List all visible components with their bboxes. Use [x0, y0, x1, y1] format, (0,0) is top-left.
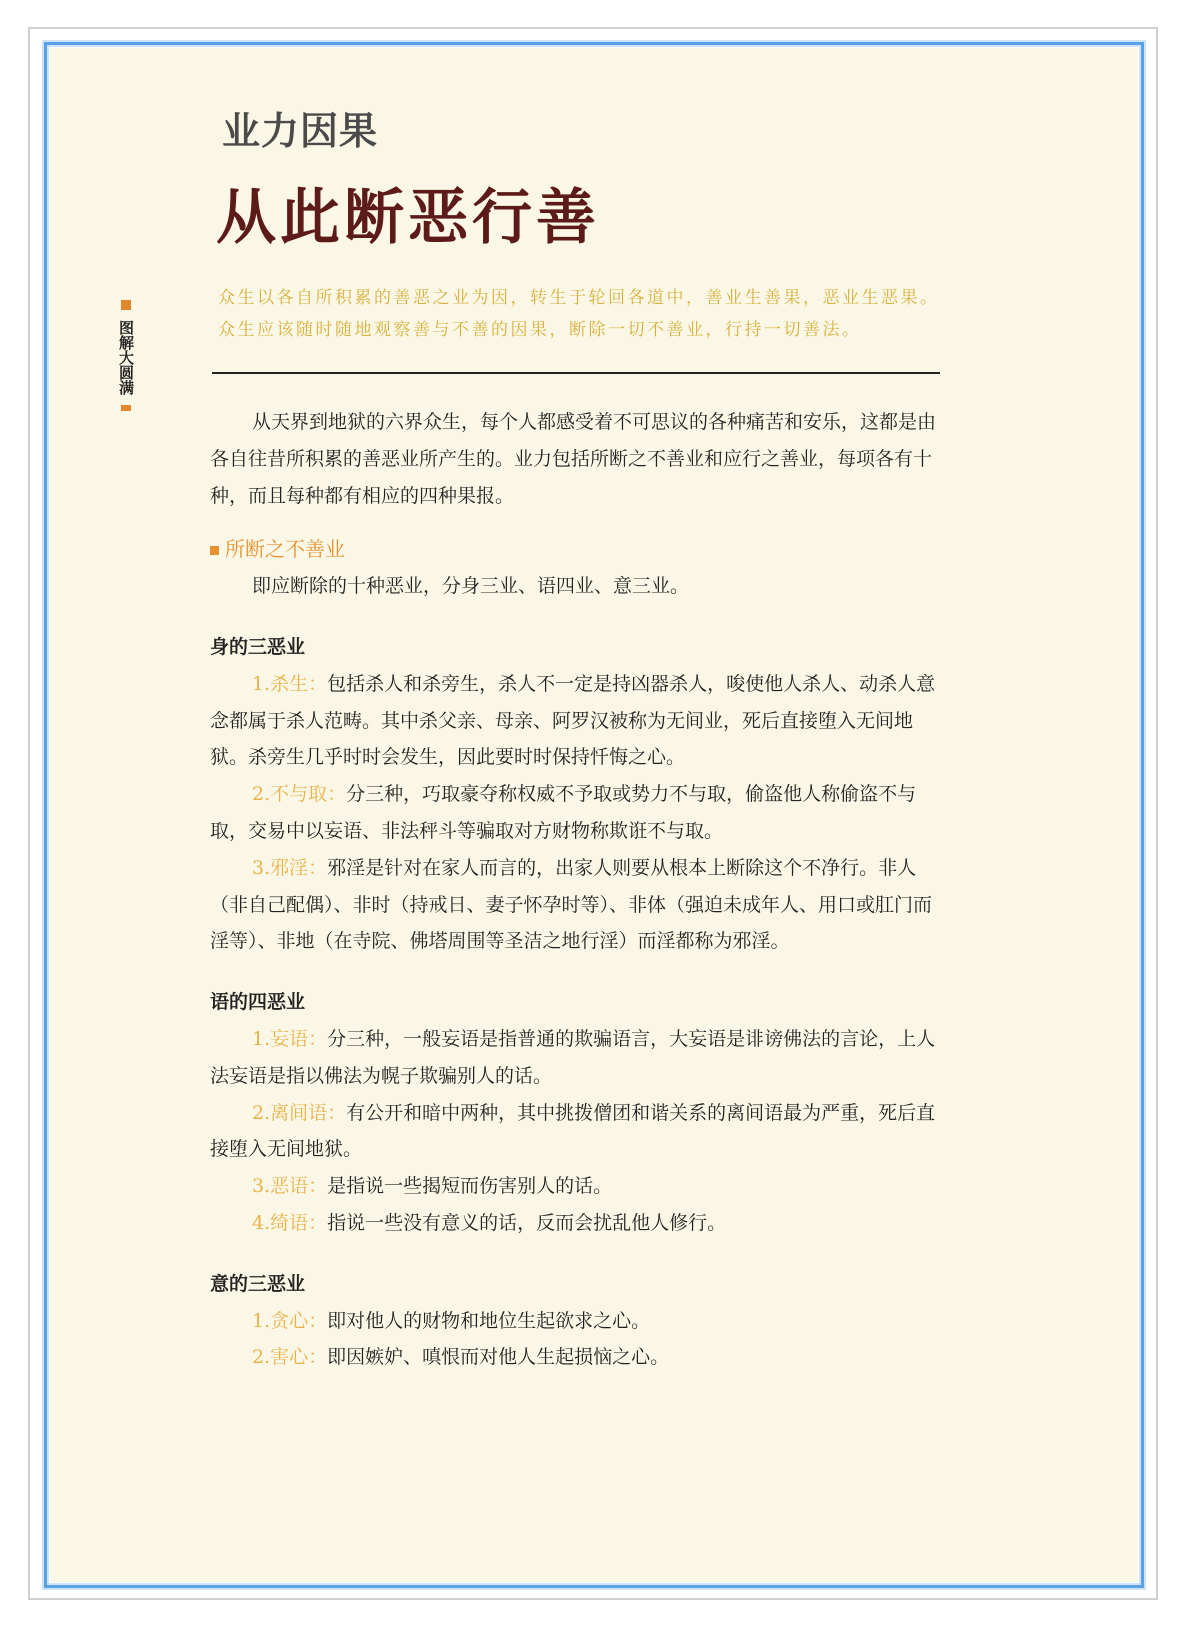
group-title: 身的三恶业 — [210, 635, 306, 658]
group-title: 意的三恶业 — [210, 1272, 306, 1295]
list-item — [210, 1021, 945, 1095]
item-text: 分三种，一般妄语是指普通的欺骗语言，大妄语是诽谤佛法的言论，上人法妄语是指以佛法为幌子欺骗别人的话。 — [210, 1027, 936, 1087]
item-term: 3.恶语： — [252, 1175, 328, 1198]
side-tab-text: 图解大圆满 — [117, 320, 135, 395]
list-item — [210, 776, 945, 850]
list-item — [210, 1205, 945, 1242]
section-label: 业力因果 — [222, 109, 379, 153]
item-text: 邪淫是针对在家人而言的，出家人则要从根本上断除这个不净行。非人（非自己配偶）、非时（持戒日、妻子怀孕时等）、非体（强迫未成年人、用口或肛门而淫等）、非地（在寺院、佛塔周围等圣洁之地行淫）而淫都称为邪淫。 — [210, 856, 933, 953]
item-text: 指说一些没有意义的话，反而会扰乱他人修行。 — [327, 1211, 727, 1234]
item-text: 包括杀人和杀旁生，杀人不一定是持凶器杀人，唆使他人杀人、动杀人意念都属于杀人范畴。其中杀父亲、母亲、阿罗汉被称为无间业，死后直接堕入无间地狱。杀旁生几乎时时会发生，因此要时时保持忏悔之心。 — [210, 672, 936, 769]
item-term: 2.离间语： — [252, 1101, 347, 1124]
book-page — [50, 48, 1138, 1582]
list-item — [210, 1303, 945, 1340]
side-tab — [116, 300, 136, 411]
list-item — [210, 1095, 945, 1169]
item-text: 即因嫉妒、嗔恨而对他人生起损恼之心。 — [327, 1346, 670, 1369]
item-text: 即对他人的财物和地位生起欲求之心。 — [327, 1309, 651, 1332]
item-term: 1.贪心： — [252, 1309, 328, 1332]
lead-paragraph: 众生以各自所积累的善恶之业为因，转生于轮回各道中，善业生善果，恶业生恶果。众生应该随时随地观察善与不善的因果，断除一切不善业，行持一切善法。 — [218, 288, 940, 340]
article-body — [210, 404, 945, 1376]
section-heading — [210, 531, 945, 568]
divider-rule — [212, 372, 940, 374]
item-text: 是指说一些揭短而伤害别人的话。 — [327, 1175, 613, 1198]
intro-paragraph: 从天界到地狱的六界众生，每个人都感受着不可思议的各种痛苦和安乐，这都是由各自往昔所积累的善恶业所产生的。业力包括所断之不善业和应行之善业，每项各有十种，而且每种都有相应的四种果报。 — [210, 411, 937, 507]
tab-marker-icon — [121, 405, 131, 411]
item-text: 分三种，巧取豪夺称权威不予取或势力不与取，偷盗他人称偷盗不与取，交易中以妄语、非法秤斗等骗取对方财物称欺诳不与取。 — [210, 783, 917, 842]
square-bullet-icon — [210, 546, 219, 555]
group-title: 语的四恶业 — [210, 991, 306, 1014]
page-title: 从此断恶行善 — [216, 183, 600, 253]
item-term: 4.绮语： — [252, 1211, 328, 1234]
item-text: 有公开和暗中两种，其中挑拨僧团和谐关系的离间语最为严重，死后直接堕入无间地狱。 — [210, 1101, 936, 1161]
tab-marker-icon — [121, 300, 131, 310]
list-item — [210, 850, 945, 960]
section-heading-text: 所断之不善业 — [225, 537, 345, 562]
list-item — [210, 666, 945, 776]
section-description: 即应断除的十种恶业，分身三业、语四业、意三业。 — [252, 575, 690, 598]
item-term: 2.不与取： — [252, 783, 347, 806]
item-term: 3.邪淫： — [252, 856, 328, 879]
list-item — [210, 1168, 945, 1205]
item-term: 1.妄语： — [252, 1027, 328, 1050]
item-term: 1.杀生： — [252, 672, 328, 695]
list-item — [210, 1339, 945, 1376]
item-term: 2.害心： — [252, 1346, 328, 1369]
